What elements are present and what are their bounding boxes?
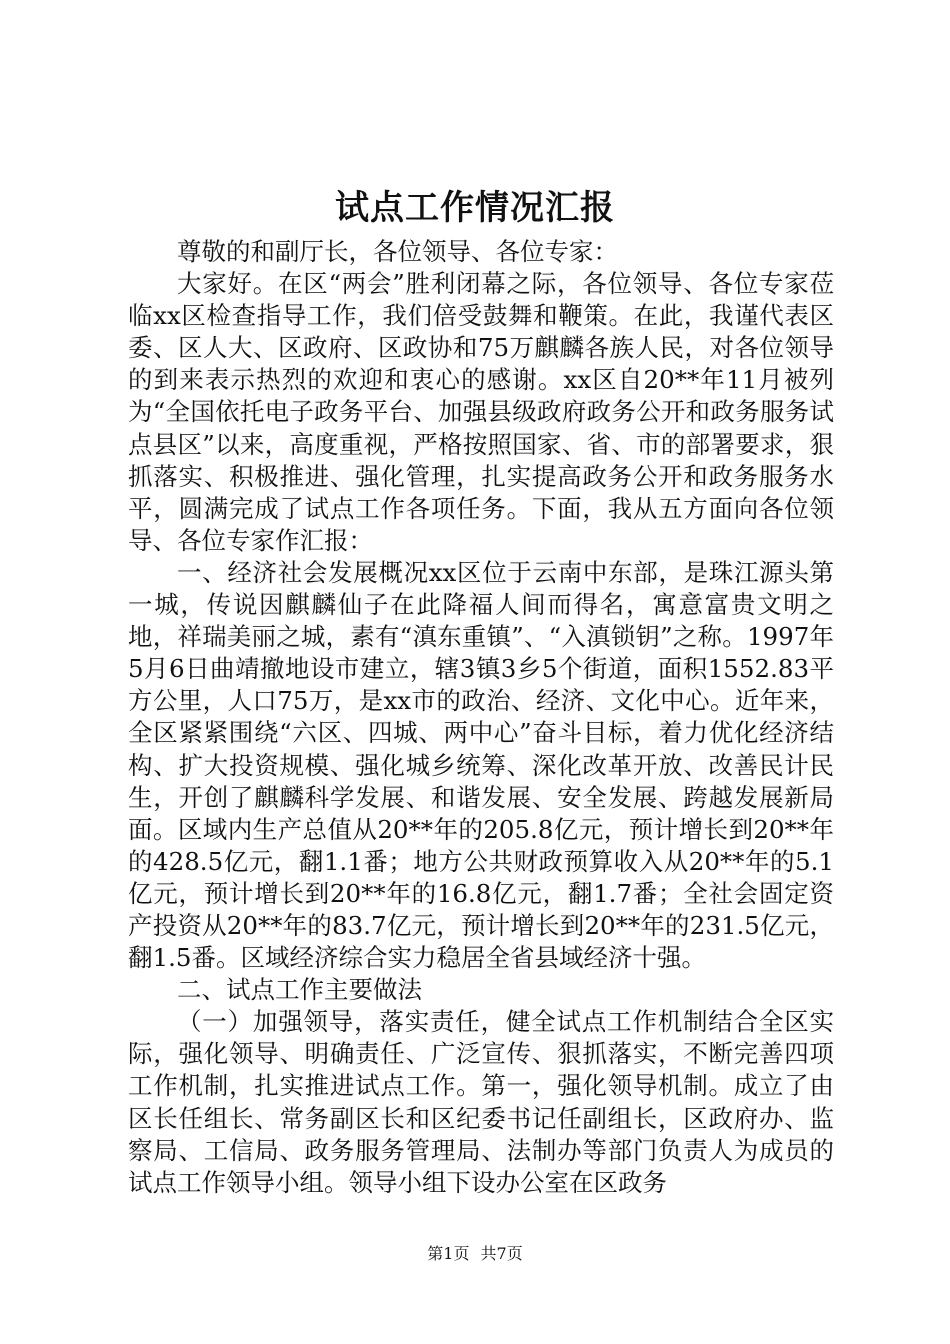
- page-footer: [0, 1242, 950, 1266]
- document-title: 试点工作情况汇报: [335, 188, 615, 228]
- section-one-paragraph: 一、经济社会发展概况xx区位于云南中东部，是珠江源头第一城，传说因麒麟仙子在此降福人间而得名，寓意富贵文明之地，祥瑞美丽之城，素有“滇东重镇”、“入滇锁钥”之称。1997年5月6日曲靖撤地设市建立，辖3镇3乡5个街道，面积1552.83平方公里，人口75万，是xx市的政治、经济、文化中心。近年来，全区紧紧围绕“六区、四城、两中心”奋斗目标，着力优化经济结构、扩大投资规模、强化城乡统筹、深化改革开放、改善民计民生，开创了麒麟科学发展、和谐发展、安全发展、跨越发展新局面。区域内生产总值从20**年的205.8亿元，预计增长到20**年的428.5亿元，翻1.1番；地方公共财政预算收入从20**年的5.1亿元，预计增长到20**年的16.8亿元，翻1.7番；全社会固定资产投资从20**年的83.7亿元，预计增长到20**年的231.5亿元，翻1.5番。区域经济综合实力稳居全省县域经济十强。: [128, 557, 834, 973]
- salutation-paragraph: 尊敬的和副厅长，各位领导、各位专家：: [177, 237, 618, 266]
- intro-paragraph: 大家好。在区“两会”胜利闭幕之际，各位领导、各位专家莅临xx区检查指导工作，我们倍受鼓舞和鞭策。在此，我谨代表区委、区人大、区政府、区政协和75万麒麟各族人民，对各位领导的到来表示热烈的欢迎和衷心的感谢。xx区自20**年11月被列为“全国依托电子政务平台、加强县级政府政务公开和政务服务试点县区”以来，高度重视，严格按照国家、省、市的部署要求，狠抓落实、积极推进、强化管理，扎实提高政务公开和政务服务水平，圆满完成了试点工作各项任务。下面，我从五方面向各位领导、各位专家作汇报：: [128, 269, 834, 555]
- subsection-one-paragraph: （一）加强领导，落实责任，健全试点工作机制结合全区实际，强化领导、明确责任、广泛宣传、狠抓落实，不断完善四项工作机制，扎实推进试点工作。第一，强化领导机制。成立了由区长任组长、常务副区长和区纪委书记任副组长，区政府办、监察局、工信局、政务服务管理局、法制办等部门负责人为成员的试点工作领导小组。领导小组下设办公室在区政务: [128, 1007, 834, 1197]
- page-total: 共7页: [480, 1244, 523, 1263]
- document-body: [128, 236, 834, 1199]
- page-number: 第1页: [427, 1244, 470, 1263]
- section-two-heading: 二、试点工作主要做法: [177, 975, 422, 1005]
